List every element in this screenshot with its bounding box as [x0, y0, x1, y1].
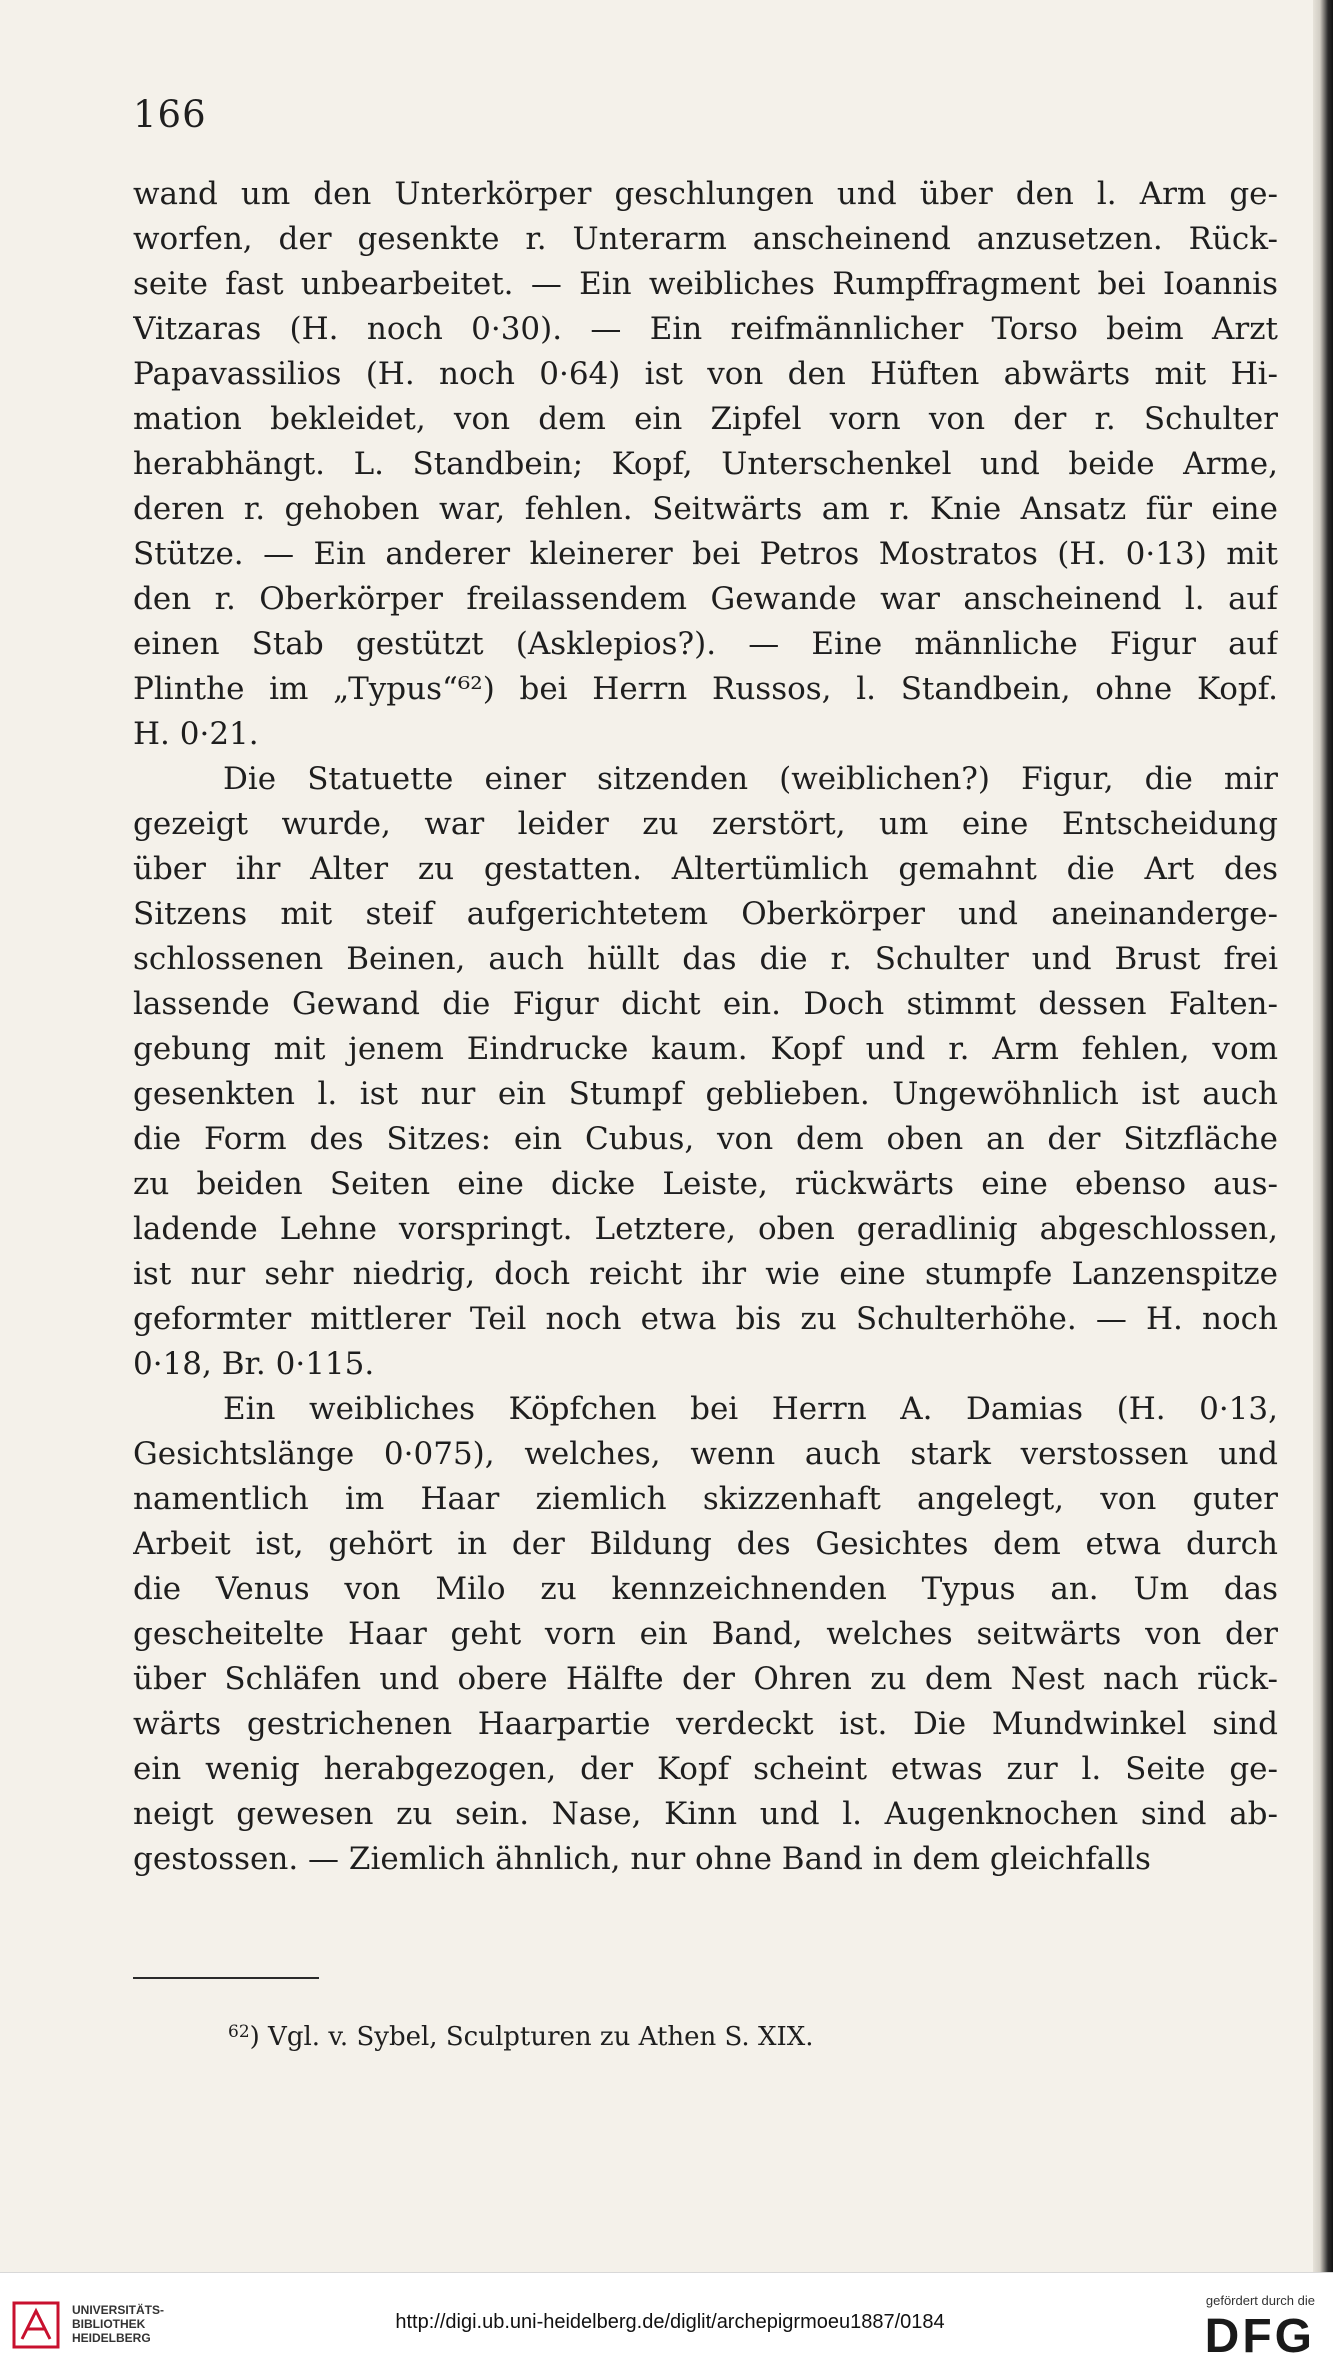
library-name-line-1: UNIVERSITÄTS- [72, 2303, 165, 2317]
text-line: herabhängt. L. Standbein; Kopf, Unterschenkel und beide Arme, [133, 446, 1278, 482]
text-line: seite fast unbearbeitet. — Ein weibliches Rumpffragment bei Ioannis [133, 266, 1278, 302]
text-line: gesenkten l. ist nur ein Stumpf geblieben. Ungewöhnlich ist auch [133, 1076, 1278, 1112]
text-line: zu beiden Seiten eine dicke Leiste, rückwärts eine ebenso aus- [133, 1166, 1278, 1202]
text-line: gebung mit jenem Eindrucke kaum. Kopf und r. Arm fehlen, vom [133, 1031, 1278, 1067]
library-name[interactable] [72, 2303, 164, 2345]
text-line: gescheitelte Haar geht vorn ein Band, welches seitwärts von der [133, 1616, 1278, 1652]
text-line: schlossenen Beinen, auch hüllt das die r. Schulter und Brust frei [133, 941, 1278, 977]
funded-by-label: gefördert durch die [1205, 2293, 1315, 2308]
text-line: geformter mittlerer Teil noch etwa bis zu Schulterhöhe. — H. noch [133, 1301, 1278, 1337]
body-text [133, 172, 1278, 1882]
page-number: 166 [133, 93, 207, 136]
text-line: Ein weibliches Köpfchen bei Herrn A. Damias (H. 0·13, [223, 1391, 1278, 1427]
text-line: lassende Gewand die Figur dicht ein. Doch stimmt dessen Falten- [133, 986, 1278, 1022]
footnote-text: ) Vgl. v. Sybel, Sculpturen zu Athen S. XIX. [249, 2022, 814, 2052]
text-line: einen Stab gestützt (Asklepios?). — Eine männliche Figur auf [133, 626, 1278, 662]
text-line: Gesichtslänge 0·075), welches, wenn auch stark verstossen und [133, 1436, 1278, 1472]
text-line: deren r. gehoben war, fehlen. Seitwärts am r. Knie Ansatz für eine [133, 491, 1278, 527]
text-line: wand um den Unterkörper geschlungen und über den l. Arm ge- [133, 176, 1278, 212]
footnote-marker: 62 [228, 2022, 250, 2042]
text-line: den r. Oberkörper freilassendem Gewande war anscheinend l. auf [133, 581, 1278, 617]
text-line: Sitzens mit steif aufgerichtetem Oberkörper und aneinanderge- [133, 896, 1278, 932]
text-line: wärts gestrichenen Haarpartie verdeckt ist. Die Mundwinkel sind [133, 1706, 1278, 1742]
text-line: ist nur sehr niedrig, doch reicht ihr wie eine stumpfe Lanzenspitze [133, 1256, 1278, 1292]
text-line: über Schläfen und obere Hälfte der Ohren zu dem Nest nach rück- [133, 1661, 1278, 1697]
footnote-rule [133, 1977, 319, 1979]
footnote-62 [228, 2014, 814, 2055]
text-line: ladende Lehne vorspringt. Letztere, oben geradlinig abgeschlossen, [133, 1211, 1278, 1247]
dfg-logo[interactable]: DFG [1204, 2310, 1315, 2363]
text-line: über ihr Alter zu gestatten. Altertümlich gemahnt die Art des [133, 851, 1278, 887]
text-line: Stütze. — Ein anderer kleinerer bei Petros Mostratos (H. 0·13) mit [133, 536, 1278, 572]
text-line: Arbeit ist, gehört in der Bildung des Gesichtes dem etwa durch [133, 1526, 1278, 1562]
permalink-url[interactable]: http://digi.ub.uni-heidelberg.de/diglit/archepigrmoeu1887/0184 [395, 2311, 945, 2333]
library-name-line-2: BIBLIOTHEK [72, 2317, 146, 2331]
text-line: die Form des Sitzes: ein Cubus, von dem oben an der Sitzfläche [133, 1121, 1278, 1157]
text-line: neigt gewesen zu sein. Nase, Kinn und l. Augenknochen sind ab- [133, 1796, 1278, 1832]
paragraph-1 [133, 172, 1278, 757]
text-line: namentlich im Haar ziemlich skizzenhaft angelegt, von guter [133, 1481, 1278, 1517]
text-line: Papavassilios (H. noch 0·64) ist von den Hüften abwärts mit Hi- [133, 356, 1278, 392]
text-line: Plinthe im „Typus“⁶²) bei Herrn Russos, l. Standbein, ohne Kopf. [133, 671, 1278, 707]
paragraph-2 [133, 757, 1278, 1387]
viewer-footer [0, 2272, 1333, 2374]
university-library-logo-icon[interactable] [12, 2301, 60, 2349]
text-line: die Venus von Milo zu kennzeichnenden Typus an. Um das [133, 1571, 1278, 1607]
book-binding-edge [1313, 0, 1333, 2272]
library-name-line-3: HEIDELBERG [72, 2331, 151, 2345]
text-line: ein wenig herabgezogen, der Kopf scheint etwas zur l. Seite ge- [133, 1751, 1278, 1787]
text-line: 0·18, Br. 0·115. [133, 1346, 375, 1382]
text-line: gezeigt wurde, war leider zu zerstört, um eine Entscheidung [133, 806, 1278, 842]
text-line: gestossen. — Ziemlich ähnlich, nur ohne Band in dem gleichfalls [133, 1841, 1151, 1877]
text-line: Die Statuette einer sitzenden (weiblichen?) Figur, die mir [223, 761, 1278, 797]
text-line: Vitzaras (H. noch 0·30). — Ein reifmännlicher Torso beim Arzt [133, 311, 1278, 347]
text-line: worfen, der gesenkte r. Unterarm anscheinend anzusetzen. Rück- [133, 221, 1278, 257]
text-line: mation bekleidet, von dem ein Zipfel vorn von der r. Schulter [133, 401, 1278, 437]
text-line: H. 0·21. [133, 716, 259, 752]
paragraph-3 [133, 1387, 1278, 1882]
